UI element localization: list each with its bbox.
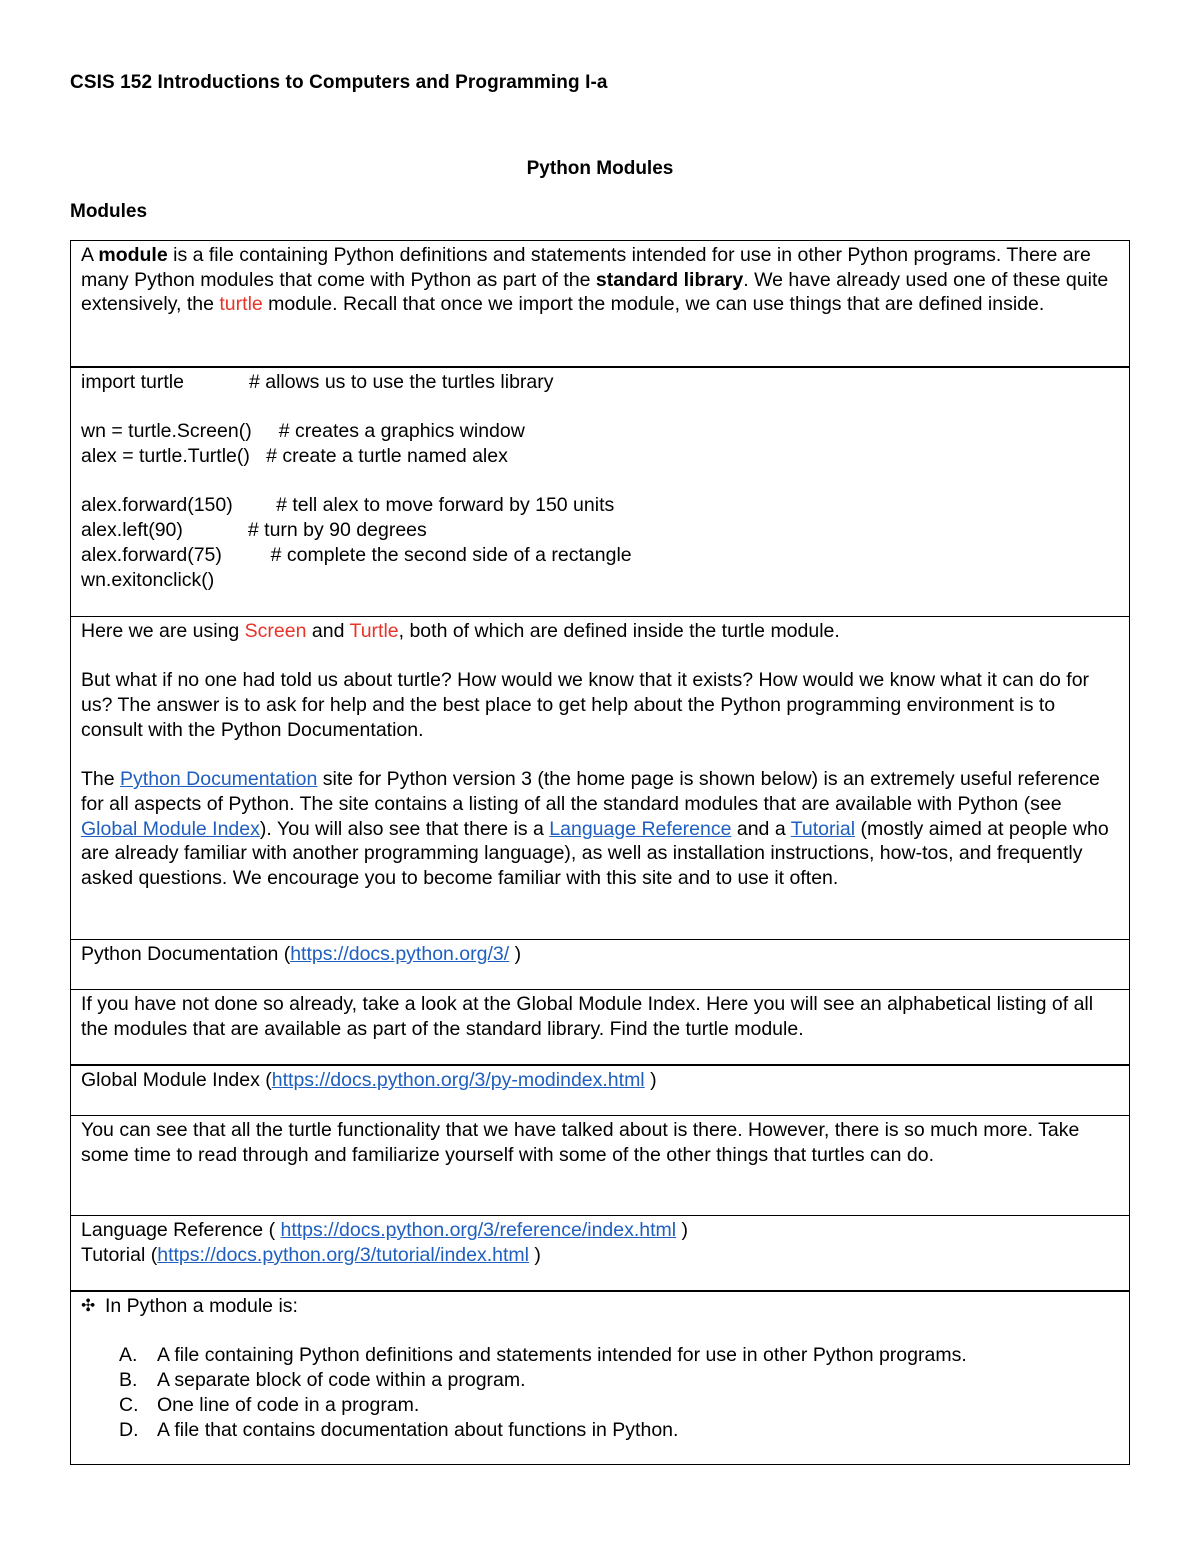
tutorial-close: )	[529, 1243, 541, 1266]
choice-letter: B.	[119, 1369, 138, 1392]
explanation-cell	[71, 617, 1130, 940]
gmi-paragraph: If you have not done so already, take a look at the Global Module Index. Here you will see an alphabetical listing of all the modules that are available as part of the standard library. Find the turtle module.	[81, 993, 1094, 1040]
code-line	[81, 469, 1119, 494]
language-reference-url-link[interactable]: https://docs.python.org/3/reference/index.html	[280, 1219, 677, 1241]
global-module-index-link[interactable]: Global Module Index	[81, 817, 260, 840]
table-row	[71, 1116, 1130, 1216]
code-line: alex.left(90) # turn by 90 degrees	[81, 519, 427, 542]
term-turtle: turtle	[219, 293, 263, 316]
code-line: alex.forward(150) # tell alex to move forward by 150 units	[81, 494, 615, 517]
table-row	[71, 617, 1130, 940]
explanation-paragraph-1	[81, 619, 1119, 644]
choice-letter: C.	[119, 1393, 139, 1416]
intro-text: A	[81, 244, 99, 266]
table-row	[71, 1065, 1130, 1116]
term-module: module	[98, 244, 168, 266]
docs-url-link[interactable]: https://docs.python.org/3/	[290, 943, 510, 965]
choice-text: A file that contains documentation about functions in Python.	[157, 1418, 679, 1441]
choice-letter: D.	[119, 1418, 139, 1441]
explanation-text: ). You will also see that there is a	[259, 817, 550, 840]
explanation-text: , both of which are defined inside the turtle module.	[398, 620, 840, 642]
intro-text: module. Recall that once we import the module, we can use things that are defined inside.	[262, 293, 1045, 316]
table-row	[71, 990, 1130, 1066]
docs-url-cell	[71, 940, 1130, 990]
python-documentation-link[interactable]: Python Documentation	[120, 768, 318, 791]
gmi-label: Global Module Index (	[81, 1069, 272, 1091]
tutorial-label: Tutorial (	[81, 1243, 158, 1266]
gmi-url-link[interactable]: https://docs.python.org/3/py-modindex.html	[271, 1069, 645, 1091]
table-row	[71, 1216, 1130, 1292]
code-line: wn = turtle.Screen() # creates a graphics window	[81, 420, 525, 443]
choice-text: A separate block of code within a program.	[157, 1369, 526, 1392]
code-line: alex.forward(75) # complete the second side of a rectangle	[81, 543, 632, 566]
language-reference-link[interactable]: Language Reference	[549, 817, 732, 840]
term-standard-library: standard library	[595, 268, 744, 291]
content-table	[70, 240, 1130, 1465]
intro-cell	[71, 241, 1130, 368]
language-reference-close: )	[676, 1219, 689, 1241]
code-cell	[71, 367, 1130, 617]
table-row	[71, 241, 1130, 368]
intro-text: . We have already used one of these quite extensively, the	[81, 268, 1109, 316]
explanation-text: site for Python version 3 (the home page is shown below) is an extremely useful reference for all aspects of Python. The site contains a listing of all the standard modules that are available with Python (see	[81, 768, 1100, 815]
tutorial-url-link[interactable]: https://docs.python.org/3/tutorial/index.html	[157, 1243, 530, 1266]
code-block	[81, 370, 1119, 592]
explanation-text: Here we are using	[81, 620, 245, 642]
explanation-text: and	[306, 620, 350, 642]
table-row	[71, 1291, 1130, 1465]
explanation-text: (mostly aimed at people who are already familiar with another programming language), as well as installation instructions, how-tos, and frequently asked questions. We encourage you to become familiar with this site and to use it often.	[81, 817, 1109, 889]
section-heading: Modules	[70, 201, 148, 222]
answer-choice	[81, 1418, 1119, 1443]
code-line: import turtle # allows us to use the turtles library	[81, 371, 554, 393]
question-cell	[71, 1291, 1130, 1465]
choice-text: One line of code in a program.	[157, 1393, 420, 1416]
code-line	[81, 395, 1119, 420]
code-line: wn.exitonclick()	[81, 568, 215, 591]
document-title: Python Modules	[526, 158, 674, 179]
code-line: alex = turtle.Turtle() # create a turtle named alex	[81, 445, 508, 468]
gmi-text-cell	[71, 990, 1130, 1066]
reference-links-cell	[71, 1216, 1130, 1292]
docs-close: )	[509, 943, 522, 965]
course-title: CSIS 152 Introductions to Computers and Programming I-a	[70, 72, 608, 93]
answer-choices	[81, 1343, 1119, 1442]
term-screen: Screen	[244, 620, 307, 642]
explanation-paragraph-2: But what if no one had told us about turtle? How would we know that it exists? How would we know what it can do for us? The answer is to ask for help and the best place to get help about the Python programming environment is to consult with the Python Documentation.	[81, 669, 1090, 741]
answer-choice	[81, 1343, 1119, 1368]
bullet-diamond-icon: ✣	[81, 1296, 96, 1315]
table-row	[71, 940, 1130, 990]
answer-choice	[81, 1393, 1119, 1418]
turtle-functionality-cell	[71, 1116, 1130, 1216]
question-prompt: In Python a module is:	[105, 1295, 298, 1317]
intro-paragraph	[81, 243, 1119, 317]
language-reference-label: Language Reference (	[81, 1219, 281, 1241]
explanation-text: The	[81, 768, 121, 791]
choice-text: A file containing Python definitions and statements intended for use in other Python programs.	[157, 1344, 967, 1367]
question-prompt-line	[81, 1294, 1119, 1319]
gmi-close: )	[644, 1069, 657, 1091]
table-row	[71, 367, 1130, 617]
explanation-paragraph-3	[81, 767, 1119, 891]
intro-text: is a file containing Python definitions and statements intended for use in other Python programs. There are many Python modules that come with Python as part of the	[81, 244, 1091, 291]
turtle-functionality-paragraph: You can see that all the turtle functionality that we have talked about is there. However, there is so much more. Take some time to read through and familiarize yourself with some of the other things that turtles can do.	[81, 1119, 1080, 1166]
choice-letter: A.	[119, 1344, 138, 1367]
answer-choice	[81, 1368, 1119, 1393]
gmi-url-cell	[71, 1065, 1130, 1116]
explanation-text: and a	[731, 817, 791, 840]
docs-label: Python Documentation (	[81, 943, 291, 965]
term-turtle-class: Turtle	[349, 620, 399, 642]
tutorial-link[interactable]: Tutorial	[790, 817, 856, 840]
